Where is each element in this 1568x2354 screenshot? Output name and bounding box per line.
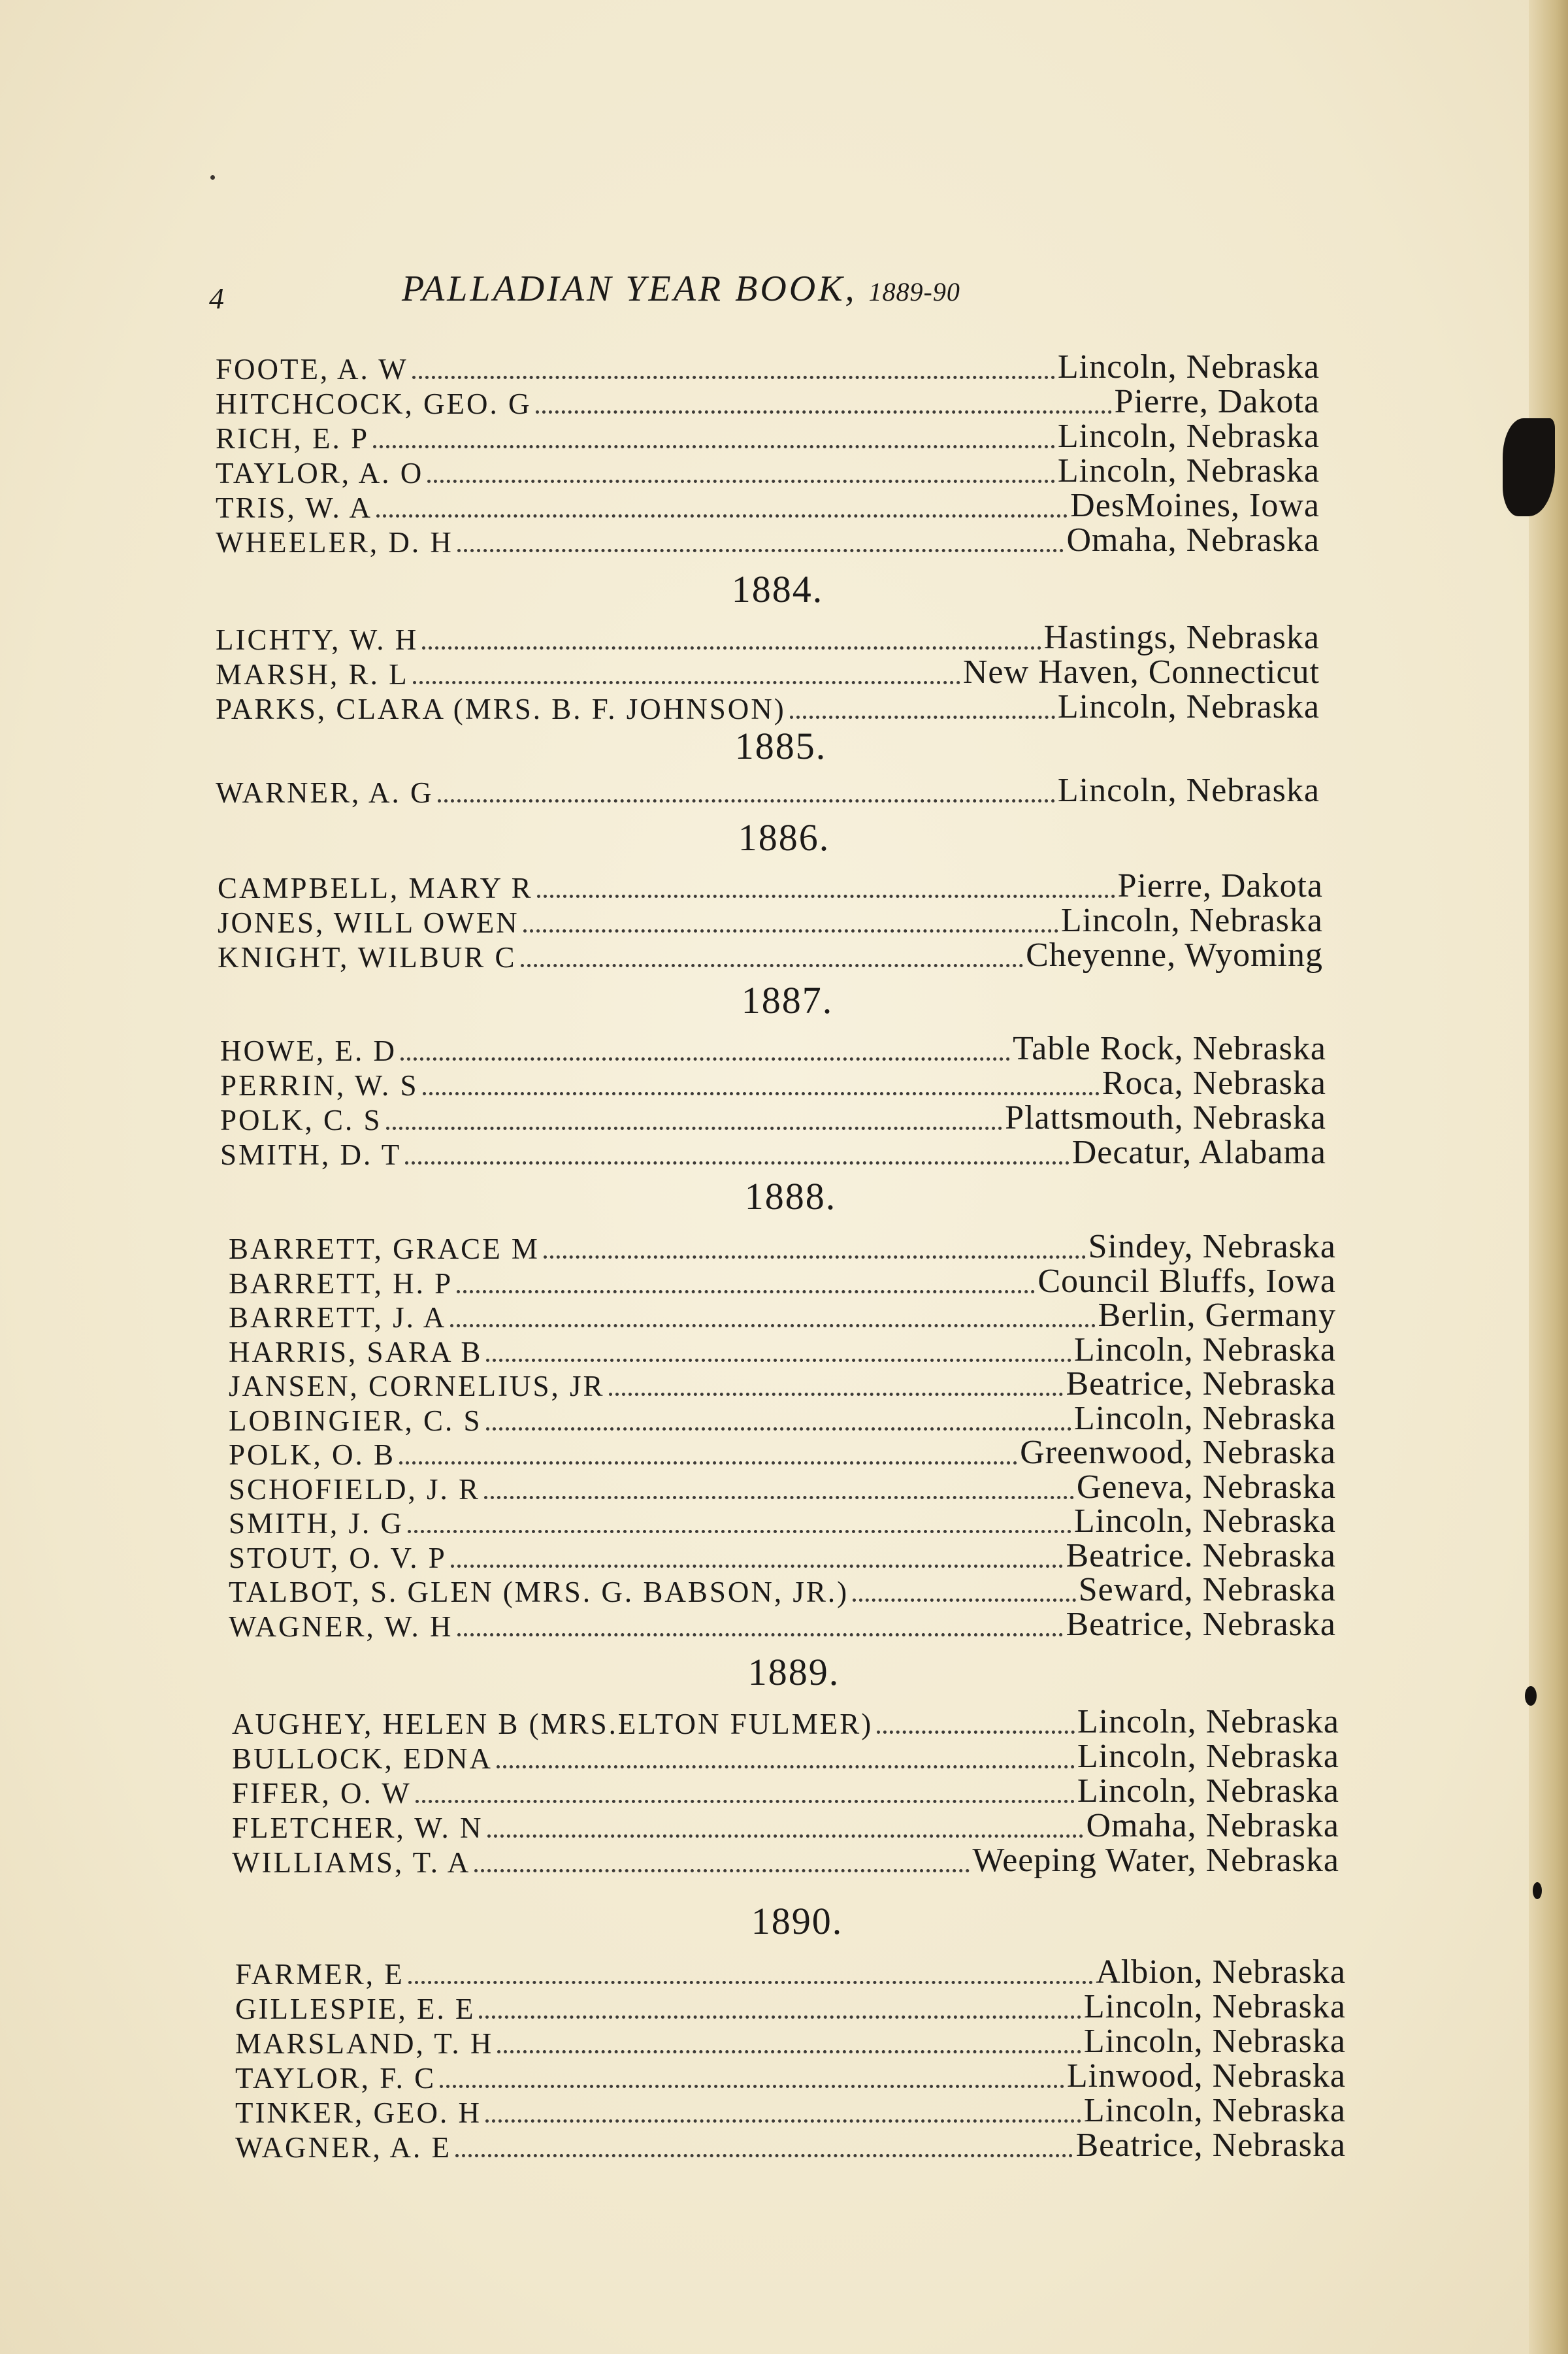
member-location: Sindey, Nebraska	[1088, 1228, 1336, 1265]
roster-entry	[216, 348, 1320, 384]
dot-leader	[790, 716, 1055, 719]
member-location: Weeping Water, Nebraska	[972, 1842, 1339, 1879]
member-location: Albion, Nebraska	[1096, 1953, 1346, 1991]
ink-blot	[1503, 418, 1555, 516]
member-name: BARRETT, H. P	[229, 1267, 453, 1300]
dot-leader	[853, 1599, 1076, 1602]
roster-entry	[229, 1536, 1336, 1573]
member-location: Berlin, Germany	[1098, 1297, 1336, 1334]
member-name: FIFER, O. W	[232, 1777, 412, 1810]
dot-leader	[438, 799, 1055, 803]
roster-entry	[220, 1099, 1326, 1135]
dot-leader	[609, 1393, 1064, 1396]
member-location: Lincoln, Nebraska	[1057, 452, 1320, 489]
member-location: Lincoln, Nebraska	[1057, 688, 1320, 725]
roster-entry	[216, 688, 1320, 724]
dot-leader	[427, 480, 1055, 483]
member-location: Plattsmouth, Nebraska	[1005, 1099, 1326, 1136]
member-location: Roca, Nebraska	[1102, 1065, 1326, 1102]
member-location: Decatur, Alabama	[1071, 1134, 1326, 1171]
dot-leader	[451, 1565, 1064, 1568]
dot-leader	[486, 1359, 1071, 1362]
member-name: FOOTE, A. W	[216, 353, 408, 386]
member-location: Lincoln, Nebraska	[1083, 2092, 1346, 2129]
roster-entry	[229, 1433, 1336, 1470]
roster-entry	[216, 618, 1320, 655]
roster-entry	[220, 1029, 1326, 1066]
dot-leader	[523, 929, 1058, 933]
member-name: PARKS, CLARA (MRS. B. F. JOHNSON)	[216, 693, 786, 725]
roster-entry	[232, 1772, 1339, 1808]
dot-leader	[455, 2154, 1073, 2157]
member-name: CAMPBELL, MARY R	[218, 872, 533, 904]
roster-entry	[218, 936, 1323, 972]
member-name: WAGNER, W. H	[229, 1610, 453, 1643]
roster-entry	[229, 1227, 1336, 1264]
running-title	[402, 268, 960, 310]
member-name: BULLOCK, EDNA	[232, 1742, 493, 1775]
dot-leader	[373, 445, 1055, 448]
dot-leader	[412, 376, 1055, 379]
roster-entry	[229, 1399, 1336, 1436]
member-name: TAYLOR, A. O	[216, 457, 424, 489]
dot-leader	[376, 514, 1068, 518]
member-name: WARNER, A. G	[216, 776, 434, 809]
dot-leader	[405, 1161, 1070, 1165]
member-location: Lincoln, Nebraska	[1077, 1703, 1339, 1740]
member-location: Beatrice. Nebraska	[1066, 1536, 1336, 1574]
member-location: Beatrice, Nebraska	[1075, 2127, 1346, 2164]
roster-entry	[235, 2022, 1346, 2059]
roster-entry	[216, 771, 1320, 808]
member-location: Greenwood, Nebraska	[1020, 1434, 1336, 1471]
member-location: Lincoln, Nebraska	[1077, 1738, 1339, 1775]
roster-entry	[216, 521, 1320, 557]
roster-entry	[235, 2091, 1346, 2128]
dot-leader	[457, 1290, 1035, 1293]
dot-leader	[497, 2050, 1081, 2053]
running-title-years: 1889-90	[868, 277, 960, 307]
member-name: HITCHCOCK, GEO. G	[216, 388, 532, 420]
dot-leader	[484, 1496, 1074, 1499]
roster-entry	[218, 867, 1323, 903]
member-name: STOUT, O. V. P	[229, 1541, 447, 1574]
member-location: Seward, Nebraska	[1078, 1571, 1336, 1608]
member-name: HOWE, E. D	[220, 1035, 397, 1067]
member-name: SCHOFIELD, J. R	[229, 1472, 481, 1506]
page-number: 4	[209, 282, 227, 315]
dot-leader	[399, 1461, 1017, 1465]
member-location: Hastings, Nebraska	[1043, 619, 1320, 656]
member-name: KNIGHT, WILBUR C	[218, 941, 517, 974]
dot-leader	[521, 964, 1024, 967]
year-heading: 1889.	[747, 1651, 840, 1693]
year-heading: 1885.	[734, 725, 827, 767]
member-name: FARMER, E	[235, 1958, 404, 1991]
dot-leader	[485, 2119, 1081, 2123]
dot-leader	[537, 895, 1115, 898]
dot-leader	[440, 2085, 1064, 2088]
dot-leader	[413, 681, 960, 684]
dot-leader	[544, 1255, 1086, 1259]
dot-leader	[400, 1057, 1010, 1061]
member-name: HARRIS, SARA B	[229, 1335, 483, 1368]
member-location: Beatrice, Nebraska	[1066, 1605, 1336, 1643]
roster-entry	[232, 1841, 1339, 1878]
roster-entry	[216, 382, 1320, 419]
roster-entry	[232, 1806, 1339, 1843]
member-name: SMITH, D. T	[220, 1138, 402, 1171]
year-heading: 1888.	[744, 1175, 837, 1218]
member-name: POLK, C. S	[220, 1104, 382, 1136]
roster-entry	[220, 1064, 1326, 1101]
running-title-text: PALLADIAN YEAR BOOK,	[402, 269, 857, 309]
member-location: Lincoln, Nebraska	[1077, 1772, 1339, 1810]
member-location: Lincoln, Nebraska	[1073, 1399, 1336, 1437]
member-location: Lincoln, Nebraska	[1057, 772, 1320, 809]
dot-leader	[416, 1800, 1075, 1803]
dot-leader	[408, 1981, 1094, 1984]
member-name: TRIS, W. A	[216, 491, 373, 524]
dot-leader	[422, 646, 1041, 650]
member-location: DesMoines, Iowa	[1070, 487, 1320, 524]
page-header	[209, 268, 1320, 320]
ink-speck	[1533, 1882, 1542, 1899]
dot-leader	[536, 410, 1112, 414]
year-heading: 1884.	[731, 568, 824, 610]
member-name: PERRIN, W. S	[220, 1069, 419, 1102]
member-location: Cheyenne, Wyoming	[1026, 937, 1323, 974]
dot-leader	[457, 549, 1064, 552]
roster-entry	[235, 1953, 1346, 1989]
dot-leader	[423, 1092, 1100, 1095]
dot-leader	[486, 1427, 1071, 1431]
member-name: RICH, E. P	[216, 422, 370, 455]
member-location: Lincoln, Nebraska	[1057, 348, 1320, 386]
member-name: JANSEN, CORNELIUS, JR	[229, 1370, 605, 1402]
dot-leader	[474, 1869, 970, 1872]
member-location: Omaha, Nebraska	[1086, 1807, 1339, 1844]
dot-leader	[487, 1834, 1084, 1838]
member-location: Omaha, Nebraska	[1066, 522, 1320, 559]
dot-leader	[457, 1633, 1064, 1636]
member-location: Lincoln, Nebraska	[1083, 1988, 1346, 2025]
year-heading: 1887.	[741, 979, 834, 1021]
roster-entry	[229, 1605, 1336, 1642]
roster-entry	[216, 653, 1320, 689]
member-name: JONES, WILL OWEN	[218, 906, 519, 939]
member-name: WILLIAMS, T. A	[232, 1846, 471, 1879]
roster-entry	[229, 1468, 1336, 1504]
dot-leader	[408, 1530, 1071, 1533]
dot-leader	[497, 1765, 1075, 1768]
member-name: WHEELER, D. H	[216, 526, 453, 559]
member-name: TINKER, GEO. H	[235, 2097, 482, 2129]
year-heading: 1886.	[738, 816, 830, 859]
member-name: AUGHEY, HELEN B (MRS.ELTON FULMER)	[232, 1708, 874, 1740]
member-name: POLK, O. B	[229, 1438, 396, 1471]
roster-entry	[216, 486, 1320, 523]
roster-entry	[229, 1502, 1336, 1538]
member-name: LOBINGIER, C. S	[229, 1404, 482, 1437]
member-name: GILLESPIE, E. E	[235, 1993, 476, 2025]
member-name: MARSLAND, T. H	[235, 2027, 494, 2060]
roster-entry	[229, 1331, 1336, 1367]
member-location: Geneva, Nebraska	[1076, 1468, 1336, 1506]
member-location: Lincoln, Nebraska	[1073, 1502, 1336, 1540]
roster-entry	[235, 2057, 1346, 2093]
member-name: TALBOT, S. GLEN (MRS. G. BABSON, JR.)	[229, 1576, 849, 1608]
roster-entry	[229, 1365, 1336, 1401]
member-name: SMITH, J. G	[229, 1507, 404, 1540]
member-location: Council Bluffs, Iowa	[1037, 1262, 1336, 1300]
member-location: Pierre, Dakota	[1114, 383, 1320, 420]
member-name: TAYLOR, F. C	[235, 2062, 436, 2095]
member-location: Beatrice, Nebraska	[1066, 1365, 1336, 1402]
roster-entry	[229, 1570, 1336, 1607]
member-location: Lincoln, Nebraska	[1060, 902, 1323, 939]
member-location: Lincoln, Nebraska	[1083, 2023, 1346, 2060]
member-name: BARRETT, J. A	[229, 1301, 447, 1334]
roster-entry	[232, 1702, 1339, 1739]
stray-dot	[210, 175, 215, 180]
member-location: Lincoln, Nebraska	[1057, 418, 1320, 455]
roster-entry	[220, 1133, 1326, 1170]
dot-leader	[479, 2015, 1081, 2019]
roster-entry	[216, 417, 1320, 454]
member-name: BARRETT, GRACE M	[229, 1233, 540, 1265]
roster-entry	[235, 1987, 1346, 2024]
roster-entry	[216, 452, 1320, 488]
member-location: Lincoln, Nebraska	[1073, 1331, 1336, 1368]
member-name: FLETCHER, W. N	[232, 1812, 483, 1844]
roster-entry	[229, 1262, 1336, 1299]
dot-leader	[450, 1324, 1095, 1327]
member-name: LICHTY, W. H	[216, 623, 419, 656]
member-location: Pierre, Dakota	[1117, 867, 1323, 904]
dot-leader	[386, 1127, 1003, 1130]
roster-entry	[229, 1296, 1336, 1333]
member-location: Linwood, Nebraska	[1066, 2057, 1346, 2095]
roster-entry	[218, 901, 1323, 938]
member-name: WAGNER, A. E	[235, 2131, 451, 2164]
member-location: New Haven, Connecticut	[962, 654, 1320, 691]
member-location: Table Rock, Nebraska	[1013, 1030, 1326, 1067]
roster-entry	[235, 2126, 1346, 2163]
roster-entry	[232, 1737, 1339, 1774]
year-heading: 1890.	[751, 1900, 843, 1942]
dot-leader	[877, 1731, 1075, 1734]
member-name: MARSH, R. L	[216, 658, 409, 691]
